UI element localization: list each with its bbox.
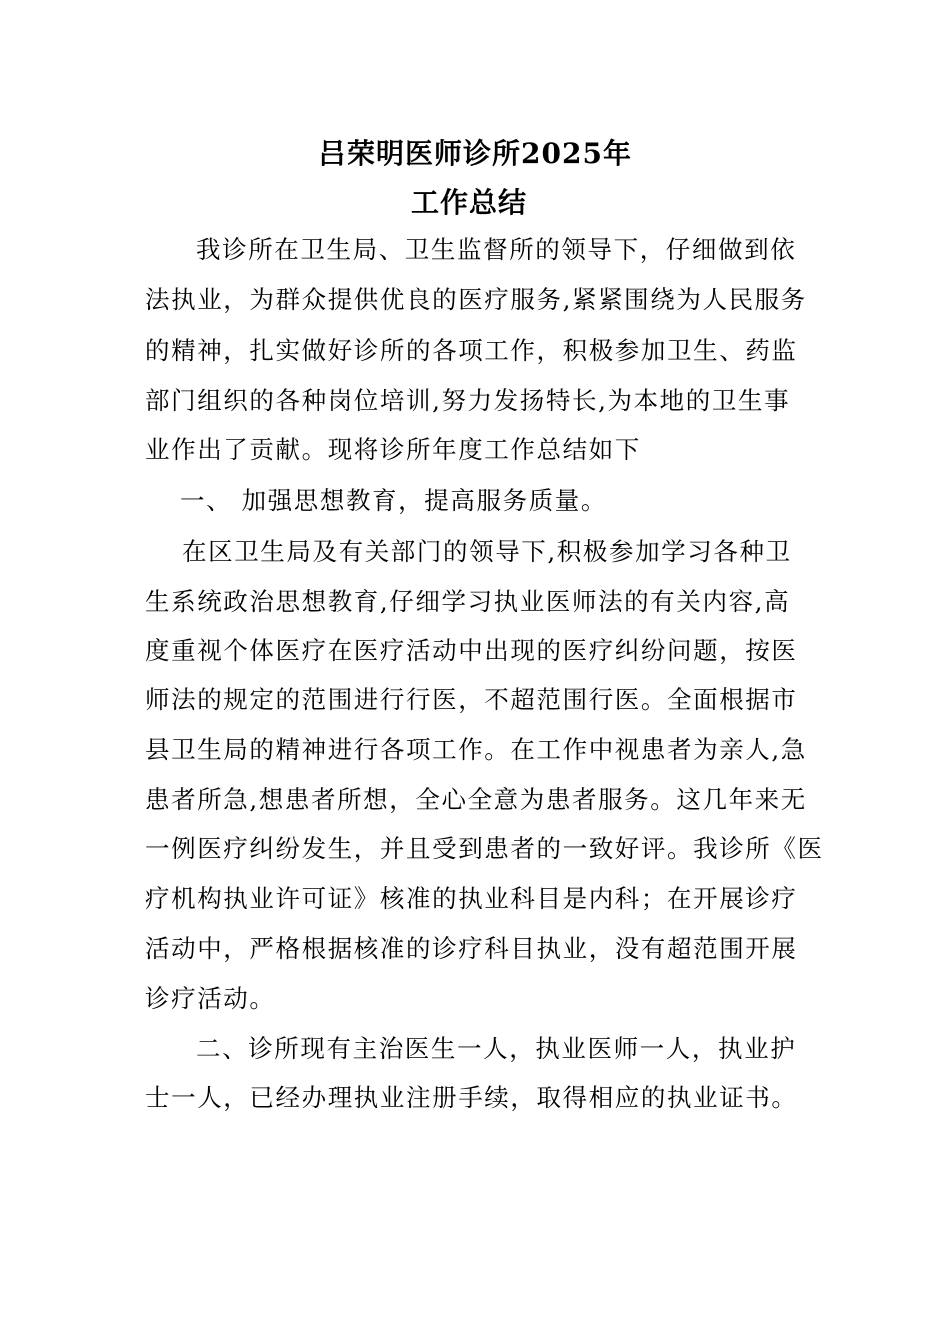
section-1-line: 疗机构执业许可证》核准的执业科目是内科；在开展诊疗: [145, 884, 798, 913]
section-1-line: 在区卫生局及有关部门的领导下,积极参加学习各种卫: [182, 537, 792, 566]
intro-line: 法执业，为群众提供优良的医疗服务,紧紧围绕为人民服务: [145, 285, 807, 314]
section-1-line: 活动中，严格根据核准的诊疗科目执业，没有超范围开展: [145, 934, 798, 963]
document-title-line-2: 工作总结: [410, 186, 527, 219]
section-1-line: 生系统政治思想教育,仔细学习执业医师法的有关内容,高: [145, 587, 791, 616]
section-2-line: 士一人，已经办理执业注册手续，取得相应的执业证书。: [145, 1083, 798, 1112]
intro-line: 业作出了贡献。现将诊所年度工作总结如下: [145, 435, 641, 464]
section-1-line: 诊疗活动。: [145, 984, 276, 1013]
section-1-line: 一例医疗纠纷发生，并且受到患者的一致好评。我诊所《医: [145, 834, 824, 863]
intro-line: 的精神，扎实做好诊所的各项工作，积极参加卫生、药监: [145, 336, 798, 365]
section-1-line: 患者所急,想患者所想，全心全意为患者服务。这几年来无: [145, 785, 807, 814]
intro-line: 部门组织的各种岗位培训,努力发扬特长,为本地的卫生事: [145, 386, 791, 415]
section-1-heading: 一、 加强思想教育，提高服务质量。: [180, 486, 607, 515]
section-1-line: 度重视个体医疗在医疗活动中出现的医疗纠纷问题，按医: [145, 636, 798, 665]
section-1-line: 师法的规定的范围进行行医，不超范围行医。全面根据市: [145, 685, 798, 714]
document-title-line-1: 吕荣明医师诊所2025年: [318, 137, 632, 170]
section-1-line: 县卫生局的精神进行各项工作。在工作中视患者为亲人,急: [145, 735, 807, 764]
section-2-line: 二、诊所现有主治医生一人，执业医师一人，执业护: [196, 1034, 797, 1063]
intro-line: 我诊所在卫生局、卫生监督所的领导下，仔细做到依: [196, 235, 797, 264]
